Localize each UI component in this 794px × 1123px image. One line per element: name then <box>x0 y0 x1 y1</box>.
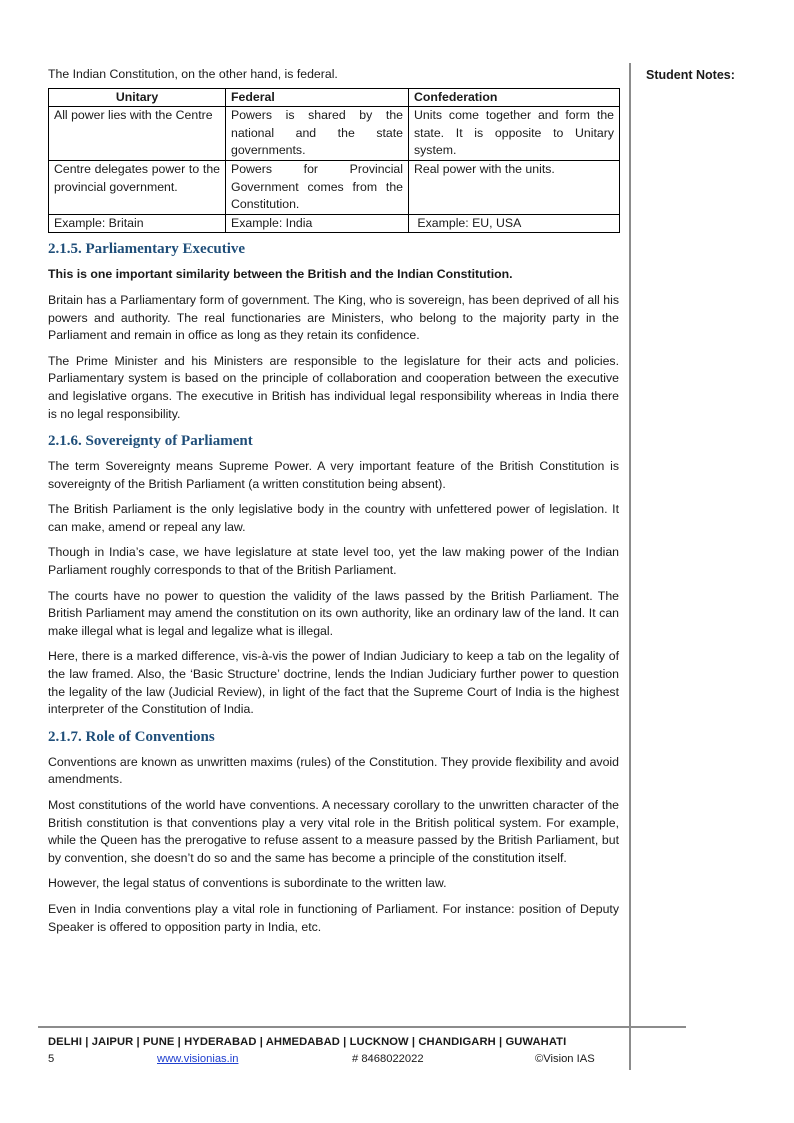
table-cell: Powers is shared by the national and the state governments. <box>226 107 409 161</box>
table-row <box>49 107 620 161</box>
page-number: 5 <box>48 1053 55 1065</box>
table-cell: Example: India <box>226 214 409 233</box>
paragraph: Here, there is a marked difference, vis-à-vis the power of Indian Judiciary to keep a tab on the legality of the law framed. Also, the ‘Basic Structure’ doctrine, lends the Indian Judiciary further power to question the legality of the law (Judicial Review), in light of the fact that the Supreme Court of India is the highest interpreter of the Constitution of India. <box>48 649 619 717</box>
main-content <box>48 66 619 944</box>
section-heading-parliamentary-executive: 2.1.5. Parliamentary Executive <box>48 241 246 258</box>
paragraph: However, the legal status of conventions is subordinate to the written law. <box>48 876 447 891</box>
table-row <box>49 160 620 214</box>
table-cell: Centre delegates power to the provincial government. <box>49 160 226 214</box>
paragraph: Even in India conventions play a vital role in functioning of Parliament. For instance: position of Deputy Speaker is offered to opposition party in India, etc. <box>48 901 619 934</box>
footer-cities: DELHI | JAIPUR | PUNE | HYDERABAD | AHMEDABAD | LUCKNOW | CHANDIGARH | GUWAHATI <box>48 1036 567 1048</box>
table-header-row <box>49 88 620 107</box>
table-cell: Example: EU, USA <box>409 214 620 233</box>
paragraph: Most constitutions of the world have conventions. A necessary corollary to the unwritten character of the British constitution is that conventions play a very vital role in the British political system. For example, while the Queen has the prerogative to refuse assent to a measure passed by the British Parliament, but by convention, she doesn’t do so and the same has become a principle of the constitution itself. <box>48 798 619 865</box>
section-lead: This is one important similarity between the British and the Indian Constitution. <box>48 267 513 282</box>
table-header-cell: Unitary <box>49 88 226 107</box>
table-cell: Real power with the units. <box>409 160 620 214</box>
paragraph: The term Sovereignty means Supreme Power. A very important feature of the British Constitution is sovereignty of the British Parliament (a written constitution being absent). <box>48 459 619 491</box>
table-header-cell: Confederation <box>409 88 620 107</box>
website-link[interactable]: www.visionias.in <box>157 1053 239 1065</box>
notes-divider <box>629 63 631 1070</box>
paragraph: The British Parliament is the only legislative body in the country with unfettered power of legislation. It can make, amend or repeal any law. <box>48 502 619 534</box>
footer-divider <box>38 1026 686 1028</box>
section-heading-sovereignty: 2.1.6. Sovereignty of Parliament <box>48 433 253 450</box>
copyright: ©Vision IAS <box>535 1053 595 1065</box>
table-row <box>49 214 620 233</box>
phone-number: # 8468022022 <box>352 1053 424 1065</box>
paragraph: Conventions are known as unwritten maxims (rules) of the Constitution. They provide flexibility and avoid amendments. <box>48 754 619 787</box>
table-cell: Powers for Provincial Government comes from the Constitution. <box>226 160 409 214</box>
intro-text: The Indian Constitution, on the other hand, is federal. <box>48 67 338 81</box>
paragraph: The courts have no power to question the validity of the laws passed by the British Parliament. The British Parliament may amend the constitution on its own authority, like an ordinary law of the land. It can make illegal what is legal and legalize what is illegal. <box>48 588 619 638</box>
section-heading-conventions: 2.1.7. Role of Conventions <box>48 728 215 745</box>
table-cell: Example: Britain <box>49 214 226 233</box>
table-header-cell: Federal <box>226 88 409 107</box>
comparison-table <box>48 88 620 234</box>
paragraph: The Prime Minister and his Ministers are responsible to the legislature for their acts and policies. Parliamentary system is based on the principle of collaboration and cooperation between the executive and legislative organs. The executive in British has individual legal responsibility whereas in India there is no legal responsibility. <box>48 353 619 421</box>
table-cell: Units come together and form the state. It is opposite to Unitary system. <box>409 107 620 161</box>
paragraph: Britain has a Parliamentary form of government. The King, who is sovereign, has been deprived of all his powers and authority. The real functionaries are Ministers, who belong to the majority party in the Parliament and remain in office as long as they retain its confidence. <box>48 292 619 343</box>
paragraph: Though in India’s case, we have legislature at state level too, yet the law making power of the Indian Parliament roughly corresponds to that of the British Parliament. <box>48 545 619 578</box>
student-notes-label: Student Notes: <box>646 68 735 82</box>
table-cell: All power lies with the Centre <box>49 107 226 161</box>
